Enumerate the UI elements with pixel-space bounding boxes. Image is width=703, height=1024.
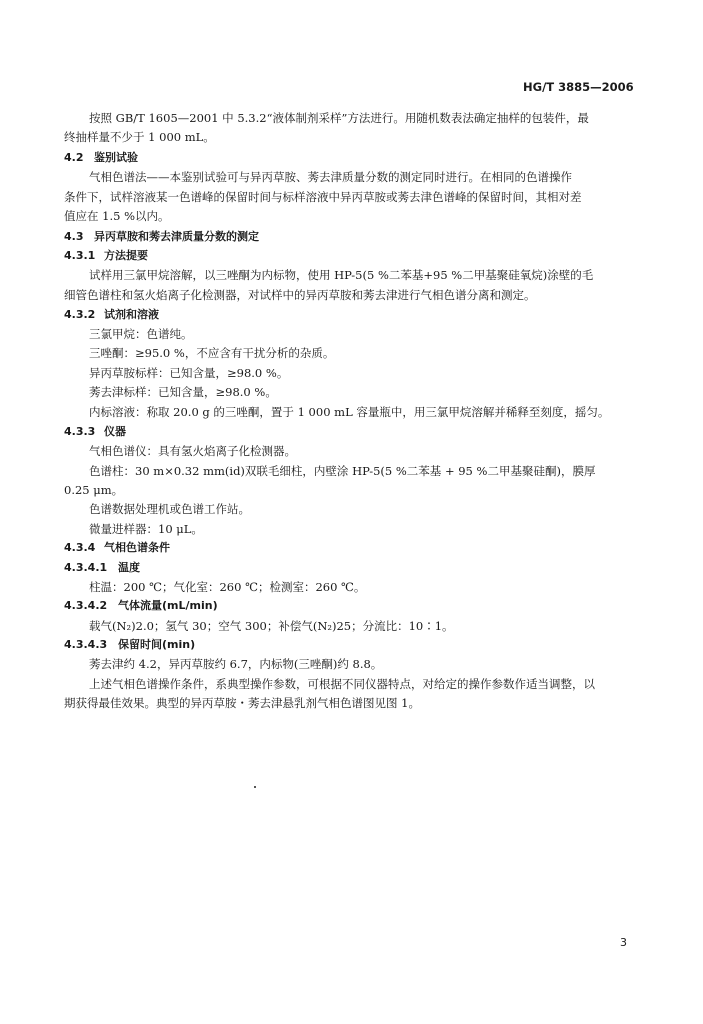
instrument-line-1: 气相色谱仪：具有氢火焰离子化检测器。: [89, 444, 296, 458]
section-4-3-4-2-heading: [64, 599, 218, 613]
section-title: 异丙草胺和莠去津质量分数的测定: [94, 230, 259, 243]
reagent-item: 三氯甲烷：色谱纯。: [89, 327, 193, 341]
identification-text-line-3: 值应在 1.5 %以内。: [64, 209, 170, 223]
identification-text-line-2: 条件下，试样溶液某一色谱峰的保留时间与标样溶液中异丙草胺或莠去津色谱峰的保留时间，其相对差: [64, 190, 582, 204]
section-number: 4.2: [64, 151, 84, 164]
section-number: 4.3.3: [64, 425, 96, 438]
instrument-line-4: 色谱数据处理机或色谱工作站。: [89, 502, 250, 516]
section-title: 气体流量(mL/min): [118, 599, 218, 612]
instrument-line-5: 微量进样器：10 μL。: [89, 522, 203, 536]
section-title: 气相色谱条件: [104, 541, 170, 554]
section-title: 方法提要: [104, 249, 148, 262]
reagent-item: 异丙草胺标样：已知含量，≥98.0 %。: [89, 366, 289, 380]
section-4-3-heading: [64, 230, 259, 244]
sampling-text-line-1: 按照 GB/T 1605—2001 中 5.3.2“液体制剂采样”方法进行。用随机数表法确定抽样的包装件，最: [89, 111, 589, 125]
reagent-item: 莠去津标样：已知含量，≥98.0 %。: [89, 385, 277, 399]
section-title: 试剂和溶液: [104, 308, 159, 321]
reagent-item: 三唑酮：≥95.0 %，不应含有干扰分析的杂质。: [89, 346, 335, 360]
section-4-3-3-heading: [64, 425, 126, 439]
page-number: 3: [620, 936, 627, 949]
section-4-3-4-1-heading: [64, 561, 140, 575]
section-number: 4.3.4.3: [64, 638, 108, 651]
section-4-3-4-3-heading: [64, 638, 195, 652]
section-number: 4.3.4.2: [64, 599, 108, 612]
section-4-2-heading: [64, 151, 138, 165]
conditions-note-line-1: 上述气相色谱操作条件，系典型操作参数，可根据不同仪器特点，对给定的操作参数作适当调整，以: [89, 677, 595, 691]
section-number: 4.3.1: [64, 249, 96, 262]
reagent-item: 内标溶液：称取 20.0 g 的三唑酮，置于 1 000 mL 容量瓶中，用三氯甲烷溶解并稀释至刻度，摇匀。: [89, 405, 610, 419]
sampling-text-line-2: 终抽样量不少于 1 000 mL。: [64, 130, 215, 144]
conditions-note-line-2: 期获得最佳效果。典型的异丙草胺・莠去津悬乳剂气相色谱图见图 1。: [64, 696, 420, 710]
section-title: 温度: [118, 561, 140, 574]
section-4-3-2-heading: [64, 308, 159, 322]
temperature-line: 柱温：200 ℃；气化室：260 ℃；检测室：260 ℃。: [89, 580, 366, 594]
section-number: 4.3.4: [64, 541, 96, 554]
section-4-3-1-heading: [64, 249, 148, 263]
retention-time-line: 莠去津约 4.2，异丙草胺约 6.7，内标物(三唑酮)约 8.8。: [89, 657, 383, 671]
method-summary-line-2: 细管色谱柱和氢火焰离子化检测器，对试样中的异丙草胺和莠去津进行气相色谱分离和测定。: [64, 288, 536, 302]
section-title: 仪器: [104, 425, 126, 438]
standard-code-header: HG/T 3885—2006: [523, 80, 634, 94]
gas-flow-line: 载气(N₂)2.0；氢气 30；空气 300；补偿气(N₂)25；分流比：10∶1。: [89, 619, 454, 633]
section-number: 4.3.4.1: [64, 561, 108, 574]
scan-speck: [254, 786, 256, 788]
section-4-3-4-heading: [64, 541, 170, 555]
identification-text-line-1: 气相色谱法——本鉴别试验可与异丙草胺、莠去津质量分数的测定同时进行。在相同的色谱操作: [89, 170, 572, 184]
section-title: 鉴别试验: [94, 151, 138, 164]
instrument-line-3: 0.25 μm。: [64, 483, 124, 497]
section-number: 4.3: [64, 230, 84, 243]
section-number: 4.3.2: [64, 308, 96, 321]
instrument-line-2: 色谱柱：30 m×0.32 mm(id)双联毛细柱，内壁涂 HP-5(5 %二苯基 + 95 %二甲基聚硅酮)，膜厚: [89, 464, 596, 478]
section-title: 保留时间(min): [118, 638, 196, 651]
method-summary-line-1: 试样用三氯甲烷溶解，以三唑酮为内标物，使用 HP-5(5 %二苯基+95 %二甲基聚硅氧烷)涂壁的毛: [89, 268, 594, 282]
